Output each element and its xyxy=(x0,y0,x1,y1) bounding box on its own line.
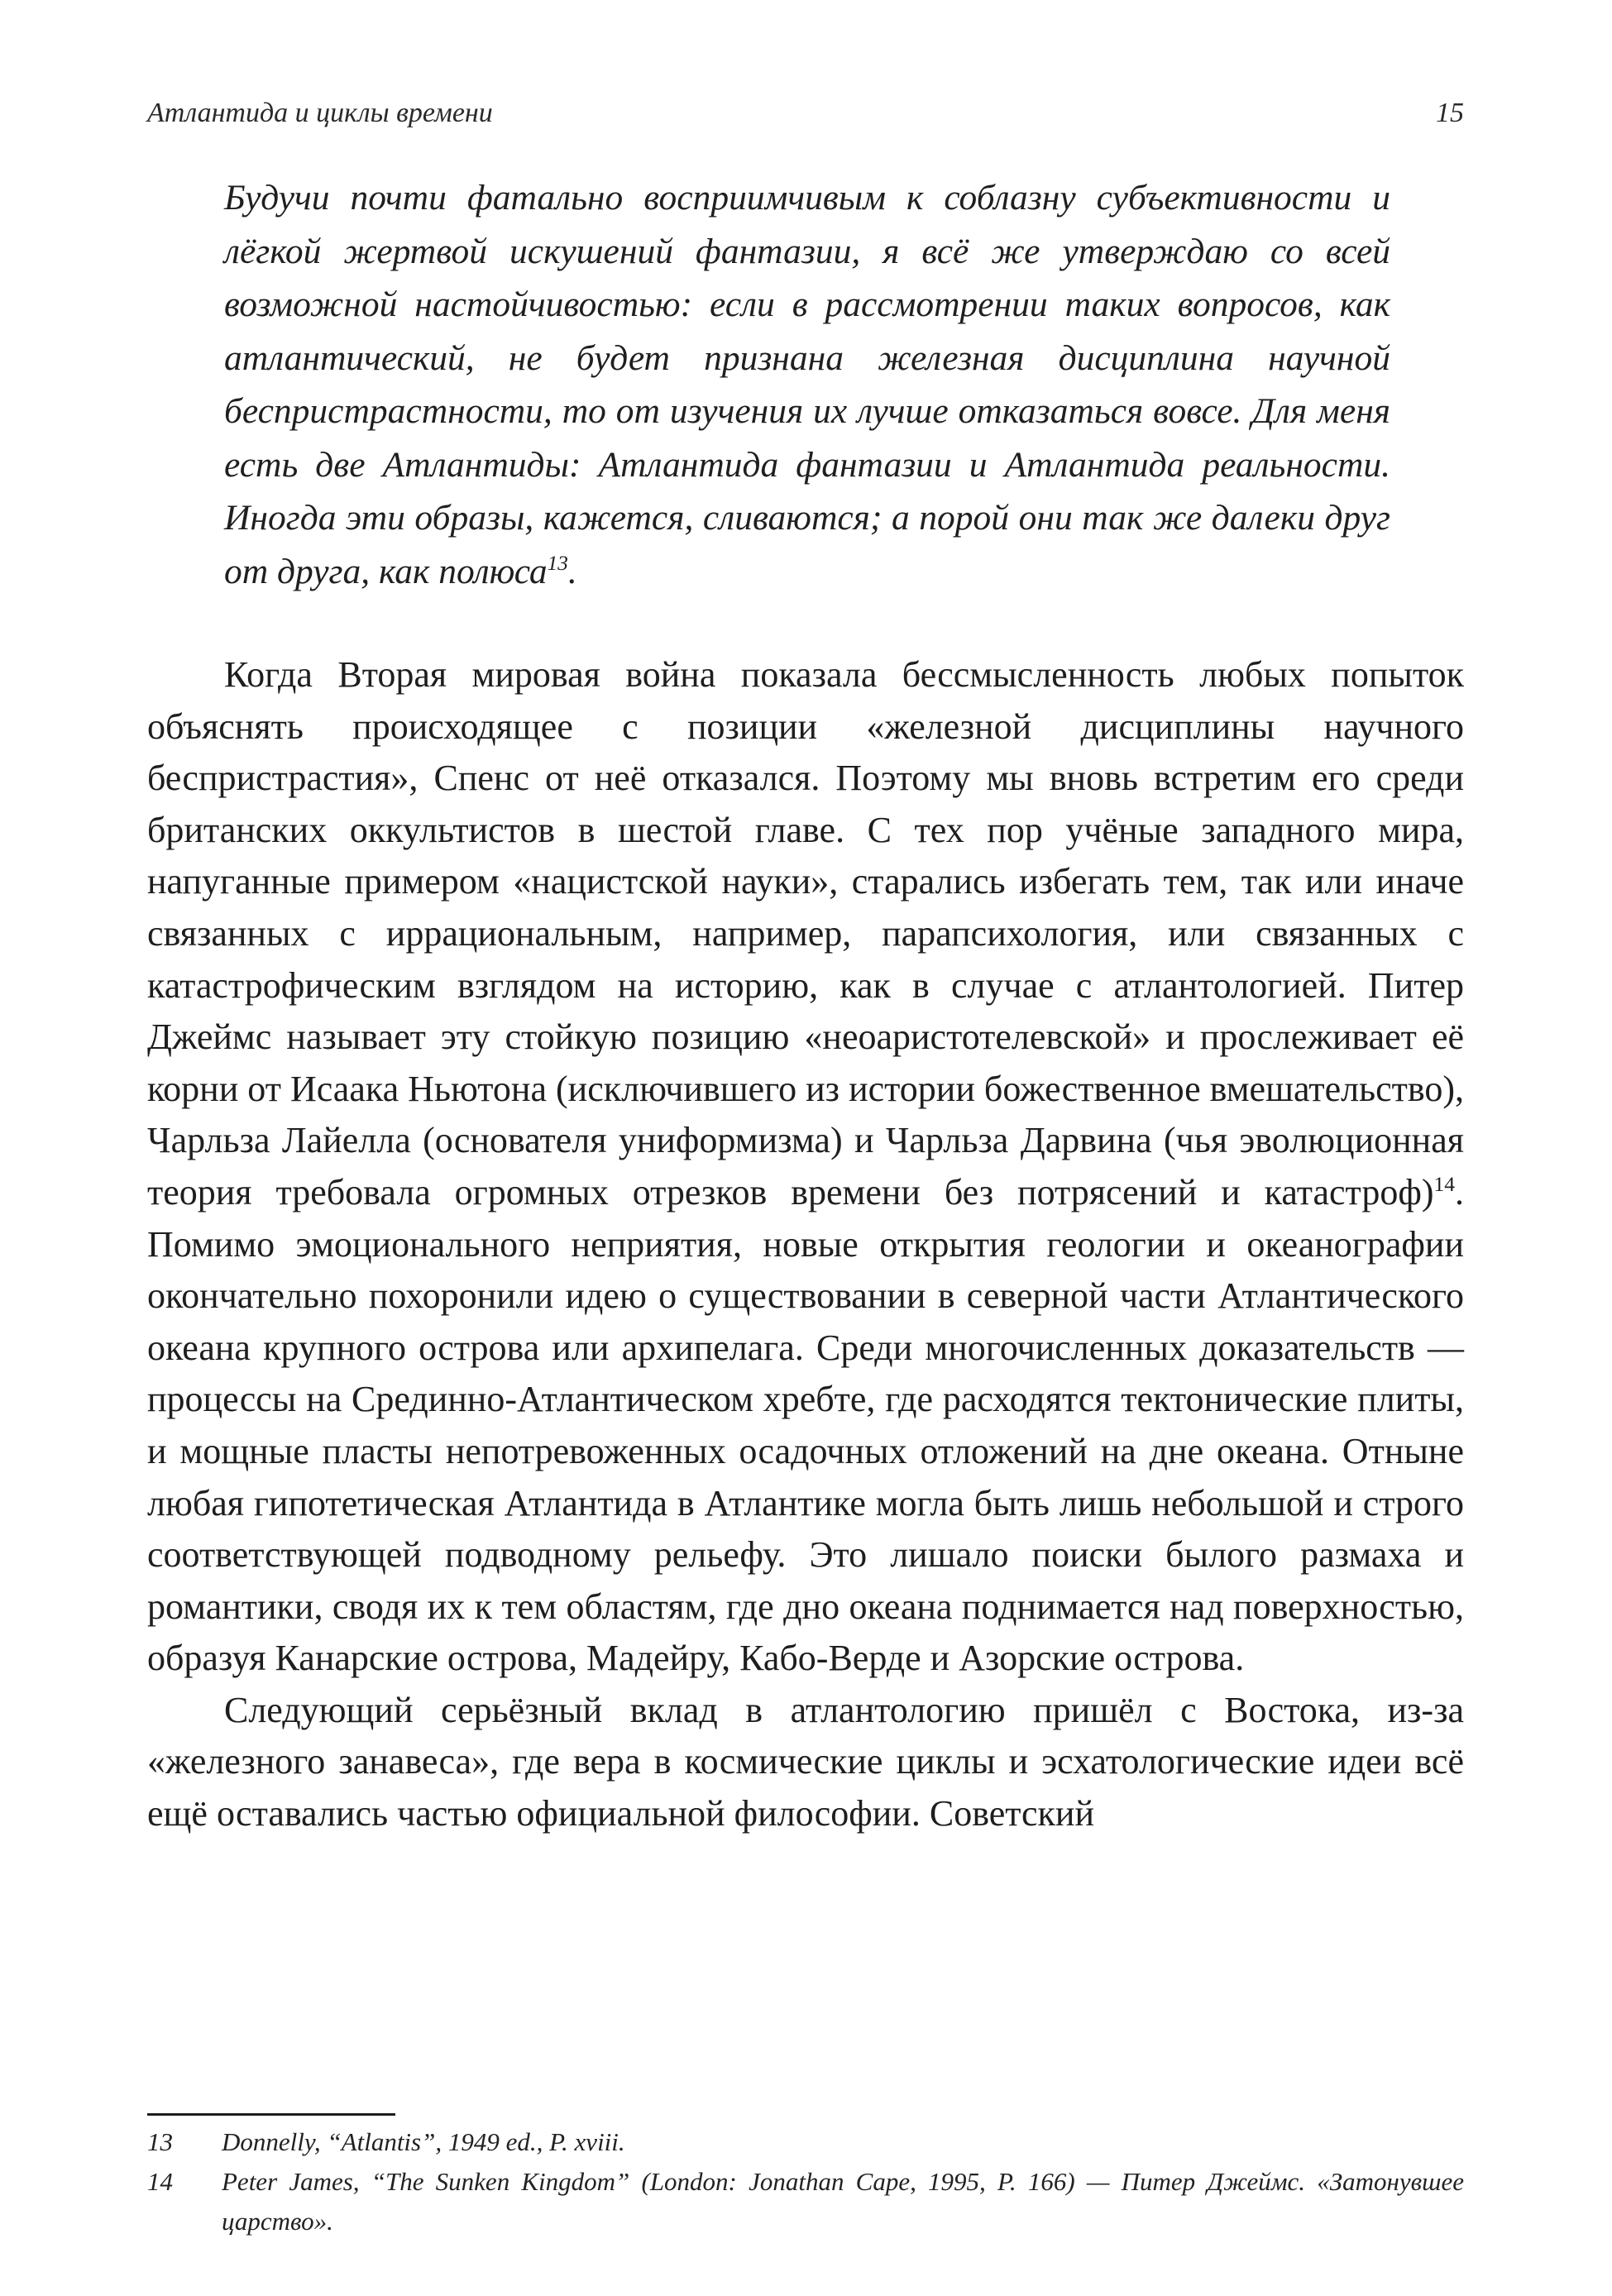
epigraph-quote xyxy=(224,171,1390,598)
paragraph-text: Когда Вторая мировая война показала бессмысленность любых попыток объяснять происходящее с позиции «железной дисциплины научного беспристрастия», Спенс от неё отказался. Поэтому мы вновь встретим его среди британских оккультистов в шестой главе. С тех пор учёные западного мира, напуганные примером «нацистской науки», старались избегать тем, так или иначе связанных с иррациональным, например, парапсихология, или связанных с катастрофическим взглядом на историю, как в случае с атлантологией. Питер Джеймс называет эту стойкую позицию «неоаристотелевской» и прослеживает её корни от Исаака Ньютона (исключившего из истории божественное вмешательство), Чарльза Лайелла (основателя униформизма) и Чарльза Дарвина (чья эволюционная теория требовала огромных отрезков времени без потрясений и катастроф) xyxy=(147,654,1464,1213)
footnote-ref-14[interactable]: 14 xyxy=(1433,1172,1455,1197)
epigraph-end: . xyxy=(567,551,577,591)
running-head xyxy=(147,93,1464,134)
paragraph xyxy=(147,1685,1464,1840)
footnote-13 xyxy=(147,2122,1464,2162)
footnote-separator xyxy=(147,2113,395,2116)
paragraph xyxy=(147,649,1464,1685)
page-number: 15 xyxy=(1436,98,1464,128)
footnote-text: Peter James, “The Sunken Kingdom” (London: Jonathan Cape, 1995, P. 166) — Питер Джеймс. «Затонувшее царство». xyxy=(222,2167,1464,2236)
footnote-ref-13[interactable]: 13 xyxy=(547,552,568,575)
footnote-14 xyxy=(147,2162,1464,2241)
main-text xyxy=(147,649,1464,1840)
paragraph-text: . Помимо эмоционального неприятия, новые открытия геологии и океанографии окончательно похоронили идею о существовании в северной части Атлантического океана крупного острова или архипелага. Среди многочисленных доказательств — процессы на Срединно-Атлантическом хребте, где расходятся тектонические плиты, и мощные пласты непотревоженных осадочных отложений на дне океана. Отныне любая гипотетическая Атлантида в Атлантике могла быть лишь небольшой и строго соответствующей подводному рельефу. Это лишало поиски былого размаха и романтики, сводя их к тем областям, где дно океана поднимается над поверхностью, образуя Канарские острова, Мадейру, Кабо-Верде и Азорские острова. xyxy=(147,1171,1464,1679)
footnotes xyxy=(147,2122,1464,2241)
running-title: Атлантида и циклы времени xyxy=(147,98,493,128)
footnote-text: Donnelly, “Atlantis”, 1949 ed., P. xviii. xyxy=(222,2127,625,2156)
epigraph-text: Будучи почти фатально восприимчивым к соблазну субъективности и лёгкой жертвой искушений фантазии, я всё же утверждаю со всей возможной настойчивостью: если в рассмотрении таких вопросов, как атлантический, не будет признана железная дисциплина научной беспристрастности, то от изучения их лучше отказаться вовсе. Для меня есть две Атлантиды: Атлантида фантазии и Атлантида реальности. Иногда эти образы, кажется, сливаются; а порой они так же далеки друг от друга, как полюса xyxy=(224,178,1390,591)
footnote-number: 14 xyxy=(147,2167,173,2196)
paragraph-text: Следующий серьёзный вклад в атлантологию пришёл с Востока, из-за «железного занавеса», где вера в космические циклы и эсхатологические идеи всё ещё оставались частью официальной философии. Советский xyxy=(147,1689,1464,1834)
footnote-number: 13 xyxy=(147,2127,173,2156)
